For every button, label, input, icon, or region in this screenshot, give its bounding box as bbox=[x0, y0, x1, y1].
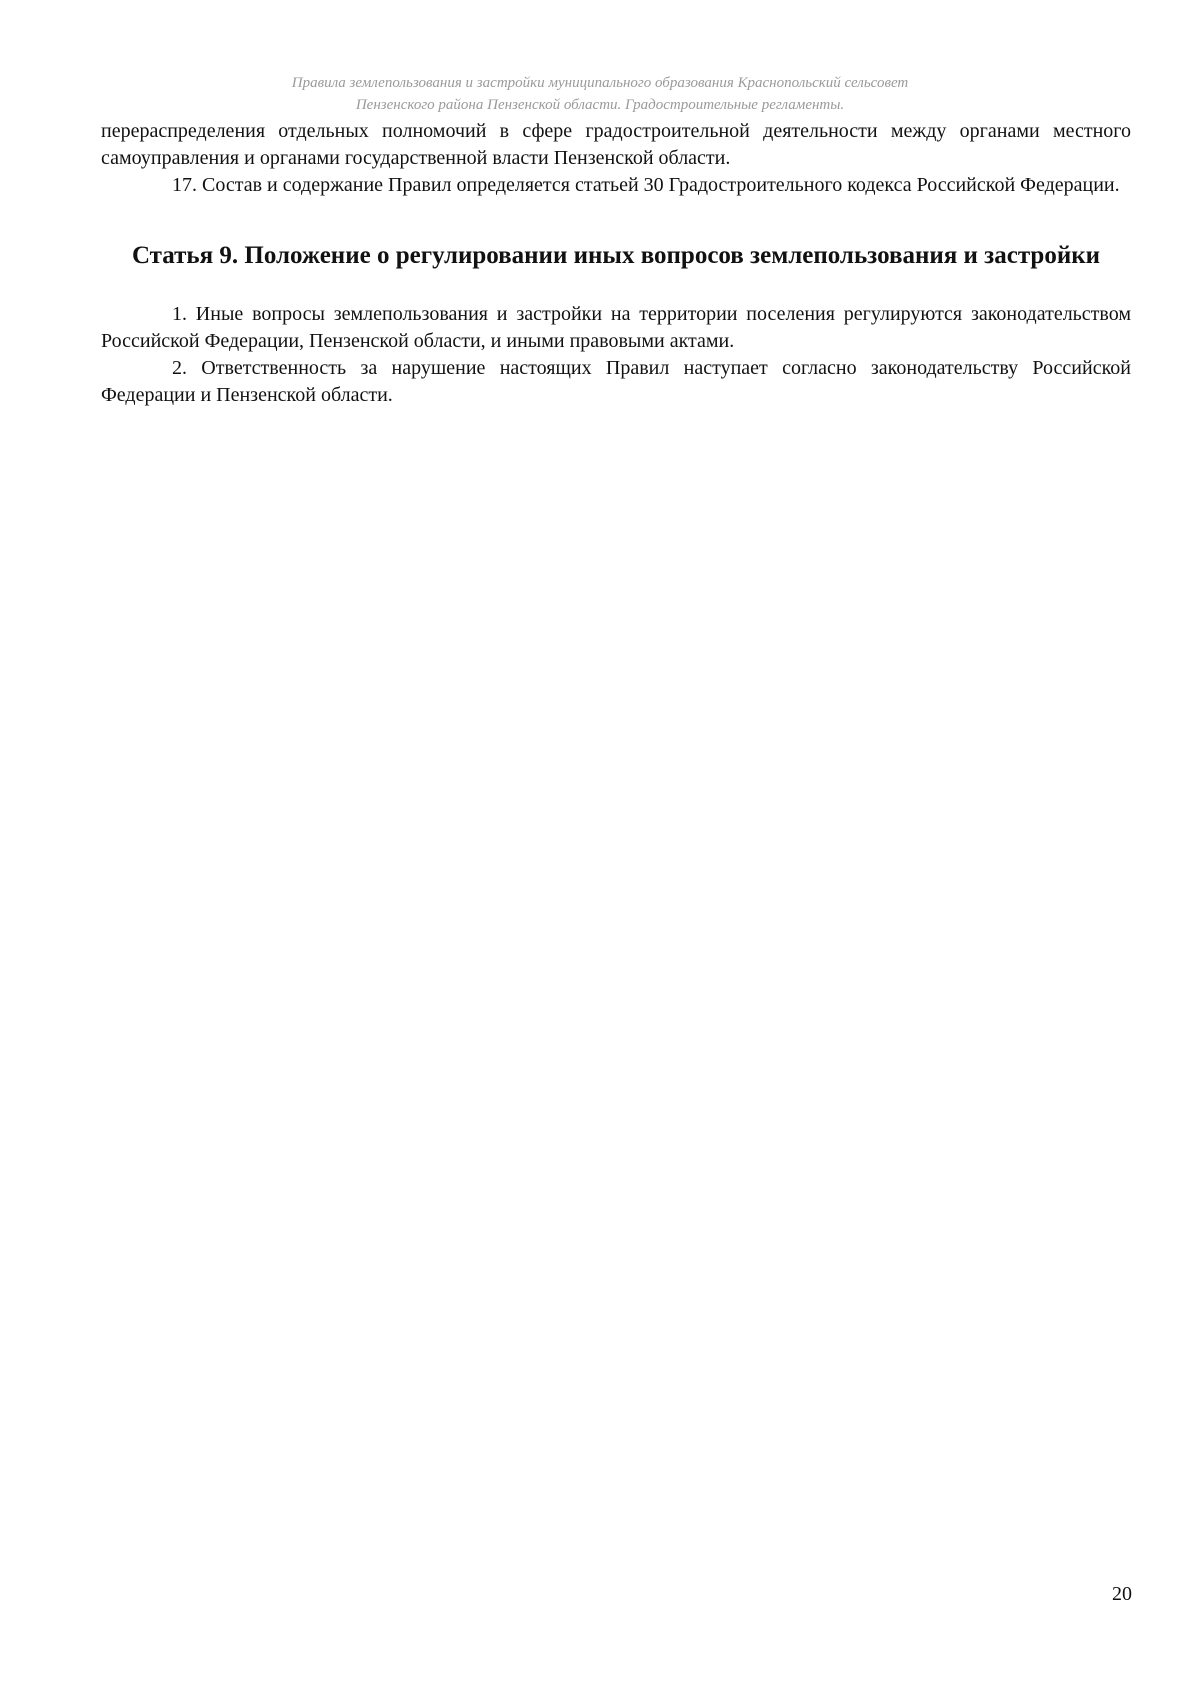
article-9-item-1: 1. Иные вопросы землепользования и застройки на территории поселения регулируются законодательством Российской Федерации, Пензенской области, и иными правовыми актами. bbox=[101, 303, 1131, 352]
continuation-paragraph: перераспределения отдельных полномочий в сфере градостроительной деятельности между органами местного самоуправления и органами государственной власти Пензенской области. bbox=[101, 120, 1131, 169]
running-header-line-1: Правила землепользования и застройки муниципального образования Краснопольский сельсовет bbox=[291, 75, 909, 91]
article-9-item-2: 2. Ответственность за нарушение настоящих Правил наступает согласно законодательству Российской Федерации и Пензенской области. bbox=[101, 357, 1131, 406]
document-body bbox=[101, 118, 1131, 409]
page-number: 20 bbox=[1112, 1583, 1132, 1605]
paragraph-17: 17. Состав и содержание Правил определяется статьей 30 Градостроительного кодекса Российской Федерации. bbox=[172, 174, 1120, 196]
running-header-line-2: Пензенского района Пензенской области. Градостроительные регламенты. bbox=[355, 97, 845, 113]
running-header bbox=[150, 72, 1050, 116]
article-9-title: Статья 9. Положение о регулировании иных вопросов землепользования и застройки bbox=[131, 242, 1101, 269]
